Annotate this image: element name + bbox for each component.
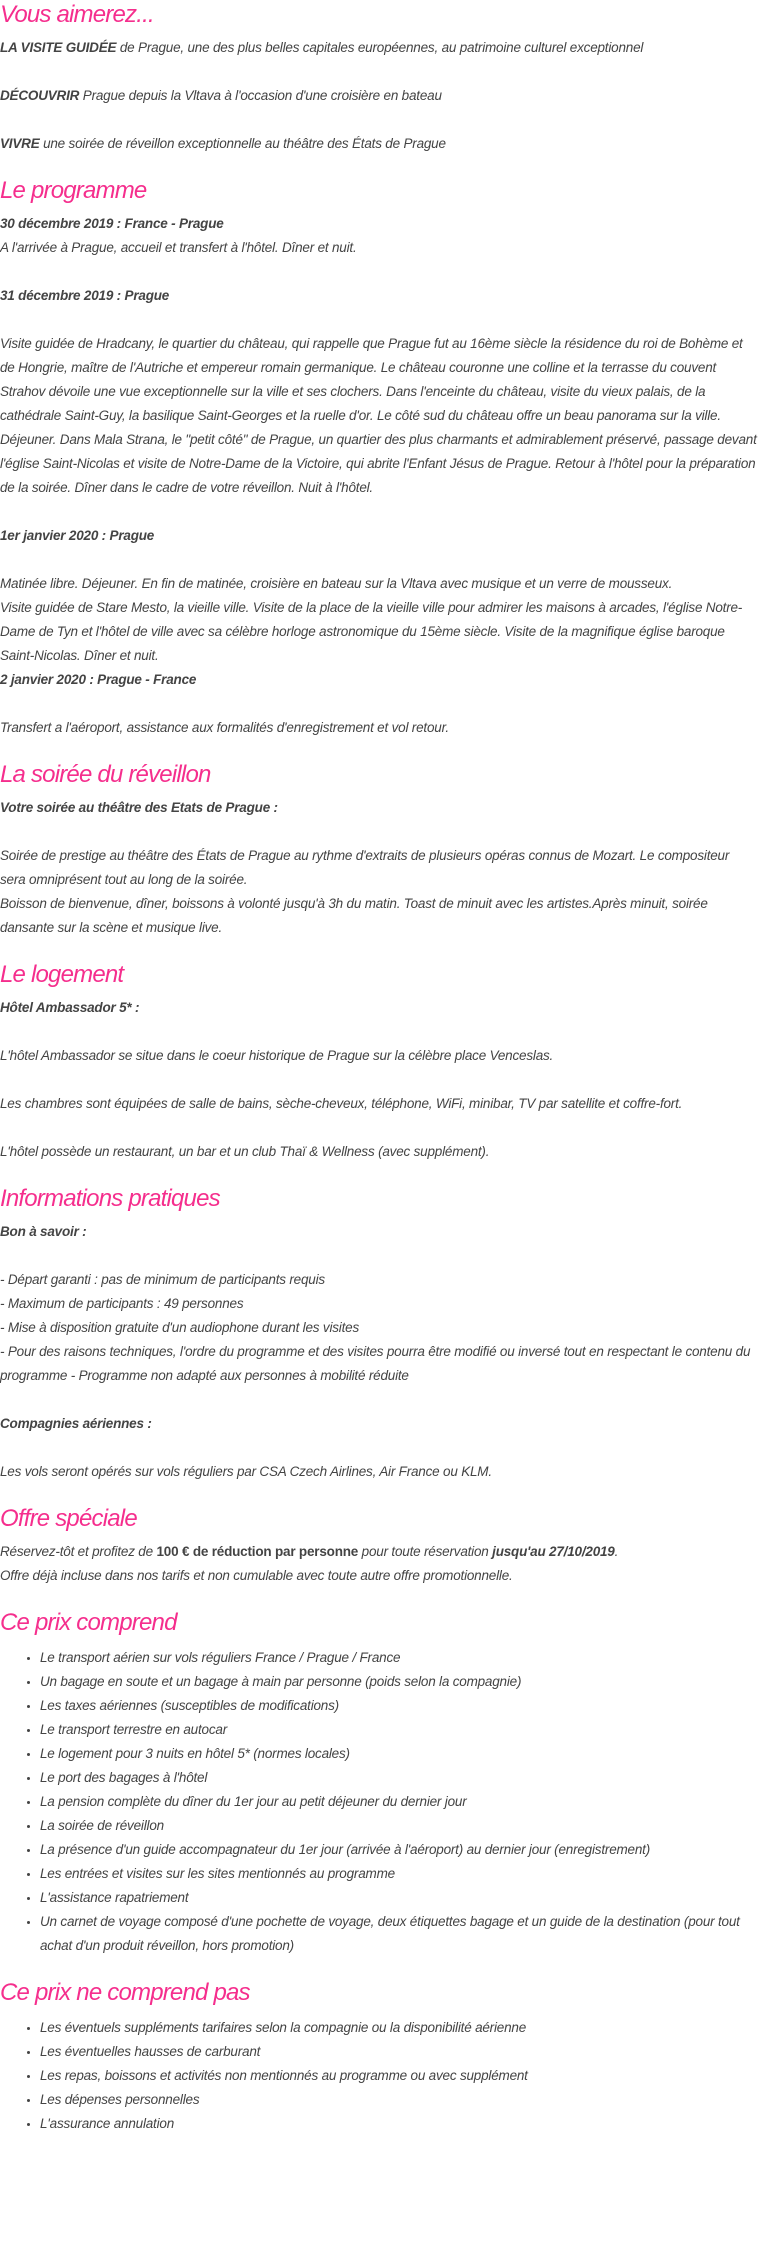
list-item: • Les entrées et visites sur les sites mentionnés au programme [40, 1862, 758, 1886]
reveillon-subtitle: Votre soirée au théâtre des Etats de Prague : [0, 800, 278, 815]
day-heading: 31 décembre 2019 : Prague [0, 288, 170, 303]
section-title: Le logement [0, 961, 124, 988]
list-item: • Les dépenses personnelles [40, 2088, 758, 2112]
section-title: Vous aimerez... [0, 1, 154, 28]
day-text: A l'arrivée à Prague, accueil et transfert à l'hôtel. Dîner et nuit. [0, 240, 357, 255]
highlight-keyword: VIVRE [0, 136, 40, 151]
list-item: • Les éventuels suppléments tarifaires selon la compagnie ou la disponibilité aérienne [40, 2016, 758, 2040]
section-title: Ce prix ne comprend pas [0, 1979, 250, 2006]
section-offre-speciale [0, 1504, 758, 1588]
list-item: • Le transport terrestre en autocar [40, 1718, 758, 1742]
discount-amount: 100 € de réduction par personne [156, 1544, 359, 1559]
list-item: • Un carnet de voyage composé d'une pochette de voyage, deux étiquettes bagage et un guide de la destination (pour tout achat d'un produit réveillon, hors promotion) [40, 1910, 758, 1958]
hotel-description: L'hôtel possède un restaurant, un bar et un club Thaï & Wellness (avec supplément). [0, 1144, 490, 1159]
day-text: Matinée libre. Déjeuner. En fin de matinée, croisière en bateau sur la Vltava avec musique et un verre de mousseux. [0, 576, 673, 591]
compagnies-text: Les vols seront opérés sur vols réguliers par CSA Czech Airlines, Air France ou KLM. [0, 1464, 492, 1479]
reveillon-text: Soirée de prestige au théâtre des États de Prague au rythme d'extraits de plusieurs opéras connus de Mozart. Le compositeur sera omniprésent tout au long de la soirée. [0, 848, 730, 887]
section-title: Le programme [0, 177, 147, 204]
section-title: Offre spéciale [0, 1505, 137, 1532]
section-title: Informations pratiques [0, 1185, 220, 1212]
info-line: - Pour des raisons techniques, l'ordre du programme et des visites pourra être modifié ou inversé tout en respectant le contenu du programme - Programme non adapté aux personnes à mobilité réduite [0, 1344, 751, 1383]
day-heading: 2 janvier 2020 : Prague - France [0, 672, 197, 687]
offer-text: Réservez-tôt et profitez de 100 € de réduction par personne pour toute réservation jusqu'au 27/10/2019. [0, 1544, 619, 1559]
compagnies-label: Compagnies aériennes : [0, 1416, 152, 1431]
section-title: Ce prix comprend [0, 1609, 177, 1636]
list-item: • Les éventuelles hausses de carburant [40, 2040, 758, 2064]
day-text: Visite guidée de Stare Mesto, la vieille ville. Visite de la place de la vieille ville pour admirer les maisons à arcades, l'église Notre-Dame de Tyn et l'hôtel de ville avec sa célèbre horloge astronomique du 15ème siècle. Visite de la magnifique église baroque Saint-Nicolas. Dîner et nuit. [0, 600, 743, 663]
list-item: • La présence d'un guide accompagnateur du 1er jour (arrivée à l'aéroport) au dernier jour (enregistrement) [40, 1838, 758, 1862]
highlight-keyword: DÉCOUVRIR [0, 88, 80, 103]
reveillon-text: Boisson de bienvenue, dîner, boissons à volonté jusqu'à 3h du matin. Toast de minuit avec les artistes.Après minuit, soirée dansante sur la scène et musique live. [0, 896, 708, 935]
list-item: • Le transport aérien sur vols réguliers France / Prague / France [40, 1646, 758, 1670]
list-item: • Le logement pour 3 nuits en hôtel 5* (normes locales) [40, 1742, 758, 1766]
section-logement [0, 960, 758, 1164]
list-item: • Les taxes aériennes (susceptibles de modifications) [40, 1694, 758, 1718]
list-item: • La soirée de réveillon [40, 1814, 758, 1838]
section-prix-comprend [0, 1608, 758, 1958]
highlight-keyword: LA VISITE GUIDÉE [0, 40, 117, 55]
bon-a-savoir-label: Bon à savoir : [0, 1224, 87, 1239]
list-item: • Un bagage en soute et un bagage à main par personne (poids selon la compagnie) [40, 1670, 758, 1694]
hotel-description: Les chambres sont équipées de salle de bains, sèche-cheveux, téléphone, WiFi, minibar, TV par satellite et coffre-fort. [0, 1096, 683, 1111]
list-item: • La pension complète du dîner du 1er jour au petit déjeuner du dernier jour [40, 1790, 758, 1814]
day-text: Transfert a l'aéroport, assistance aux formalités d'enregistrement et vol retour. [0, 720, 449, 735]
highlight-text: de Prague, une des plus belles capitales européennes, au patrimoine culturel exceptionnel [116, 40, 644, 55]
highlight-text: Prague depuis la Vltava à l'occasion d'une croisière en bateau [79, 88, 442, 103]
hotel-description: L'hôtel Ambassador se situe dans le coeur historique de Prague sur la célèbre place Venceslas. [0, 1048, 554, 1063]
day-heading: 1er janvier 2020 : Prague [0, 528, 155, 543]
offer-note: Offre déjà incluse dans nos tarifs et non cumulable avec toute autre offre promotionnelle. [0, 1568, 513, 1583]
day-heading: 30 décembre 2019 : France - Prague [0, 216, 224, 231]
section-informations [0, 1184, 758, 1484]
section-title: La soirée du réveillon [0, 761, 211, 788]
list-item: • Les repas, boissons et activités non mentionnés au programme ou avec supplément [40, 2064, 758, 2088]
info-line: - Départ garanti : pas de minimum de participants requis [0, 1272, 325, 1287]
highlight-item [0, 36, 758, 60]
info-line: - Mise à disposition gratuite d'un audiophone durant les visites [0, 1320, 359, 1335]
highlight-item [0, 132, 758, 156]
highlight-text: une soirée de réveillon exceptionnelle au théâtre des États de Prague [39, 136, 446, 151]
section-vous-aimerez [0, 0, 758, 156]
day-text: Visite guidée de Hradcany, le quartier du château, qui rappelle que Prague fut au 16ème siècle la résidence du roi de Bohème et de Hongrie, maître de l'Autriche et empereur romain germanique. Le château couronne une colline et la terrasse du couvent Strahov dévoile une vue exceptionnelle sur la ville et ses clochers. Dans l'enceinte du château, visite du vieux palais, de la cathédrale Saint-Guy, la basilique Saint-Georges et la ruelle d'or. Le côté sud du château offre un beau panorama sur la ville. Déjeuner. Dans Mala Strana, le "petit côté" de Prague, un quartier des plus charmants et admirablement préservé, passage devant l'église Saint-Nicolas et visite de Notre-Dame de la Victoire, qui abrite l'Enfant Jésus de Prague. Retour à l'hôtel pour la préparation de la soirée. Dîner dans le cadre de votre réveillon. Nuit à l'hôtel. [0, 336, 757, 495]
highlight-item [0, 84, 758, 108]
hotel-name: Hôtel Ambassador 5* : [0, 1000, 140, 1015]
section-prix-ne-comprend-pas [0, 1978, 758, 2136]
list-item: • L'assistance rapatriement [40, 1886, 758, 1910]
excluded-list [0, 2016, 758, 2136]
list-item: • Le port des bagages à l'hôtel [40, 1766, 758, 1790]
info-line: - Maximum de participants : 49 personnes [0, 1296, 244, 1311]
included-list [0, 1646, 758, 1958]
section-reveillon [0, 760, 758, 940]
offer-deadline: jusqu'au 27/10/2019 [492, 1544, 615, 1559]
section-programme [0, 176, 758, 740]
list-item: • L'assurance annulation [40, 2112, 758, 2136]
